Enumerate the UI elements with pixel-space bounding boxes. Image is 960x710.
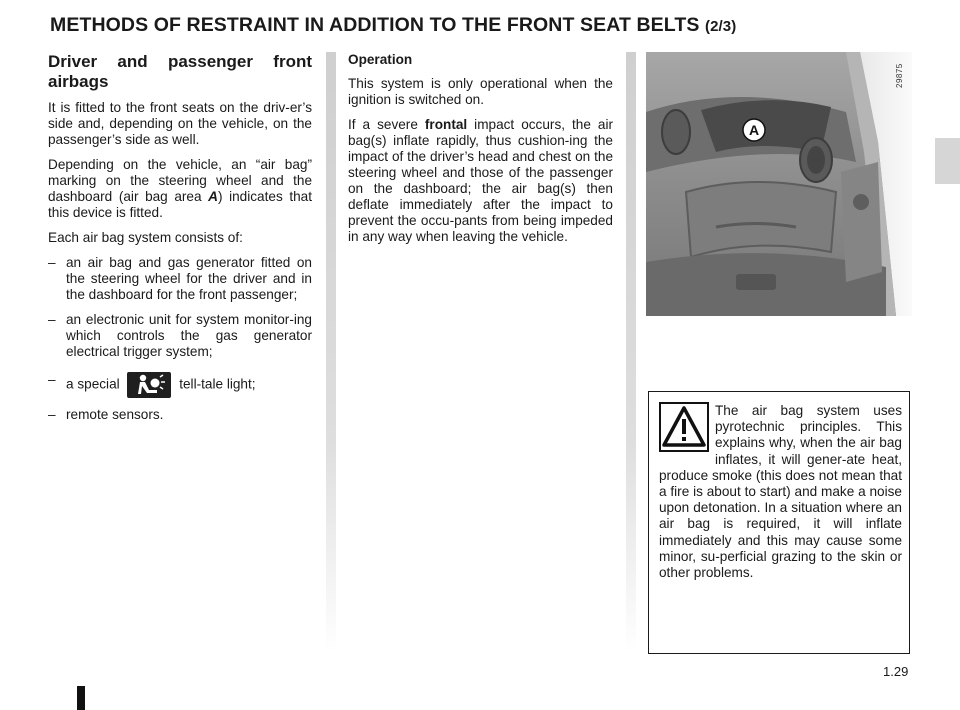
title-text: METHODS OF RESTRAINT IN ADDITION TO THE FRONT SEAT BELTS <box>50 14 700 36</box>
figure-number: 29875 <box>895 63 904 88</box>
text: impact occurs, the air bag(s) inflate rapidly, thus cushion-ing the impact of the driver’s head and chest on the steering wheel and those of the passenger on the dashboard; the air bag(s) then deflate immediately after the impact to prevent the occu-pants from being impeded in any way when leaving the vehicle. <box>348 117 613 244</box>
text: If a severe <box>348 117 425 132</box>
area-ref: A <box>208 189 218 204</box>
emphasis: frontal <box>424 117 468 132</box>
list-item: – an air bag and gas generator fitted on the steering wheel for the driver and in the dashboard for the front passenger; <box>48 255 312 303</box>
list-item <box>48 372 312 398</box>
paragraph: It is fitted to the front seats on the driv-er’s side and, depending on the vehicle, on the passenger’s side as well. <box>48 100 312 147</box>
section-heading: Operation <box>348 52 413 67</box>
paragraph: This system is only operational when the ignition is switched on. <box>348 76 613 107</box>
crop-mark <box>77 686 85 710</box>
left-column <box>48 52 312 432</box>
dashboard-photo <box>646 52 912 316</box>
text: tell-tale light; <box>179 376 256 392</box>
warning-text <box>659 403 902 581</box>
title-part: (2/3) <box>704 18 737 35</box>
text: ) indicates that this device is fitted. <box>48 189 313 220</box>
section-heading: Driver and passenger front airbags <box>48 52 312 91</box>
page-title <box>50 14 870 37</box>
page-number: 1.29 <box>883 664 909 679</box>
section-tab <box>935 138 960 184</box>
list-item: – remote sensors. <box>48 407 312 423</box>
column-divider <box>626 52 636 652</box>
middle-column <box>348 52 613 254</box>
paragraph <box>48 157 312 221</box>
paragraph <box>348 117 613 245</box>
column-divider <box>326 52 336 652</box>
warning-content: The air bag system uses pyrotechnic principles. This explains why, when the air bag inflates, it will gener-ate heat, produce smoke (this does not mean that a fire is about to start) and make a noise upon detonation. In a situation where an air bag is required, it will inflate immediately and this may cause some minor, su-perficial grazing to the skin or other problems. <box>659 403 902 581</box>
text: Depending on the vehicle, an “air bag” marking on the steering wheel and the dashboard (air bag area <box>48 157 312 204</box>
text: a special <box>66 376 120 392</box>
airbag-warning-icon <box>127 372 171 398</box>
figure-label: A <box>748 122 760 138</box>
list-item: – an electronic unit for system monitor-ing which controls the gas generator electrical trigger system; <box>48 312 312 360</box>
paragraph: Each air bag system consists of: <box>48 230 243 245</box>
warning-box <box>648 391 910 654</box>
